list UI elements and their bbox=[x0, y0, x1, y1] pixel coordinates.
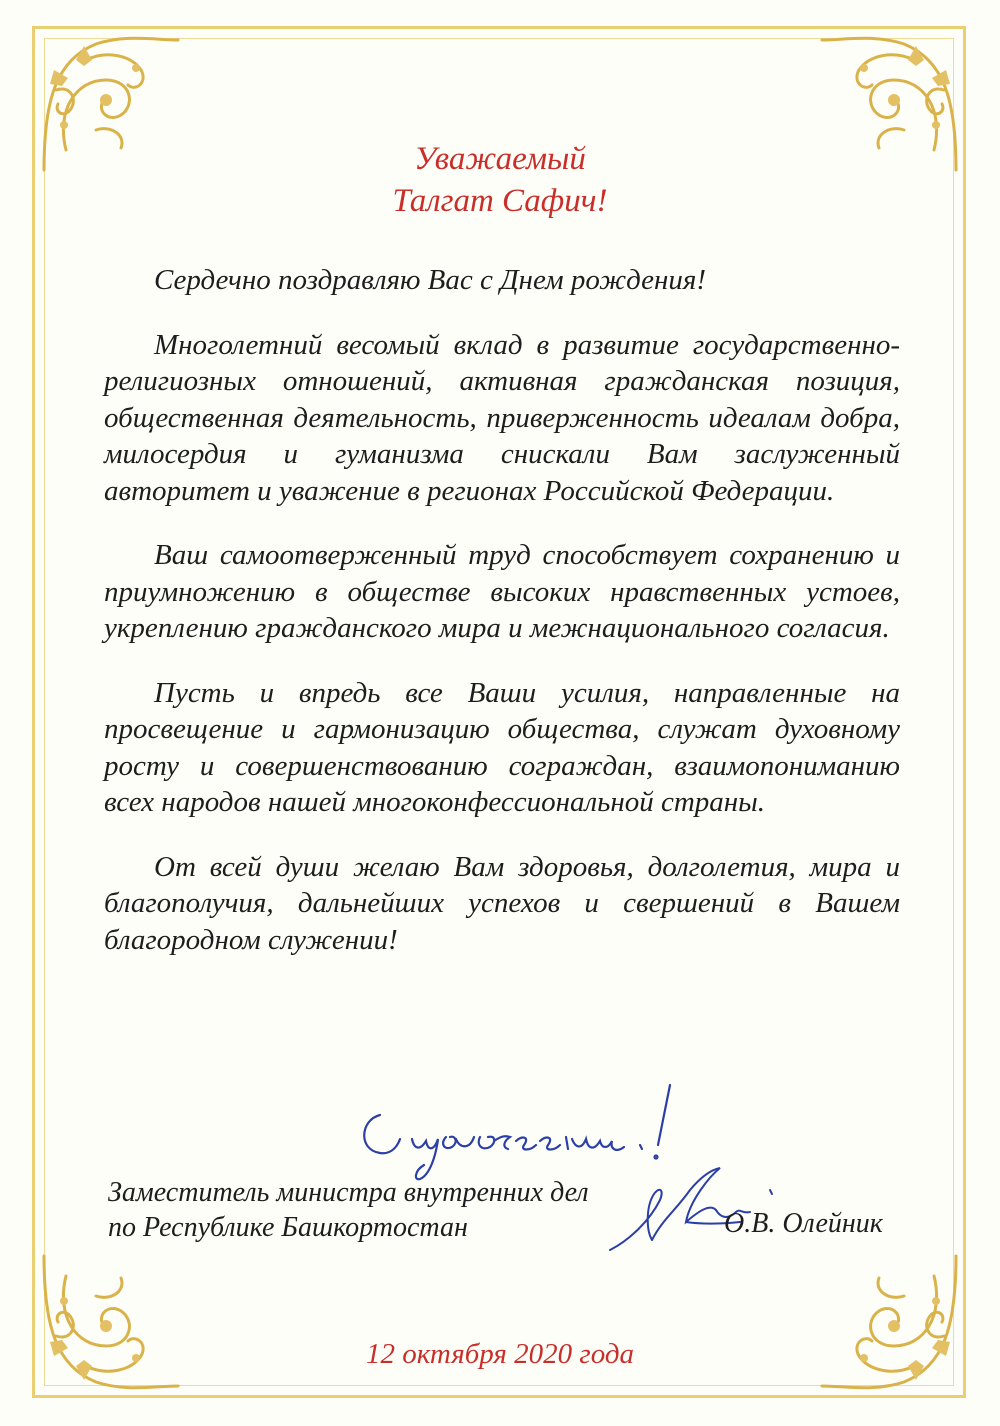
corner-ornament-icon bbox=[814, 1246, 964, 1396]
signer-region: по Республике Башкортостан bbox=[108, 1212, 468, 1243]
addressee-name: Талгат Сафич! bbox=[392, 183, 608, 219]
signer-title bbox=[108, 1175, 589, 1245]
greeting-line: Сердечно поздравляю Вас с Днем рождения! bbox=[154, 264, 707, 296]
signer-position: Заместитель министра внутренних дел bbox=[108, 1177, 589, 1208]
salutation-line: Уважаемый bbox=[414, 141, 586, 177]
letter-body bbox=[104, 262, 900, 958]
corner-ornament-icon bbox=[36, 1246, 186, 1396]
signature-scribble bbox=[590, 1150, 800, 1260]
body-paragraph: Пусть и впредь все Ваши усилия, направленные на просвещение и гармонизацию общества, служат духовному росту и совершенствованию сограждан, взаимопониманию всех народов нашей многоконфессиональной страны. bbox=[104, 676, 900, 818]
salutation bbox=[0, 138, 1000, 222]
body-paragraph: Многолетний весомый вклад в развитие государственно-религиозных отношений, активная гражданская позиция, общественная деятельность, приверженность идеалам добра, милосердия и гуманизма снискали Вам заслуженный авторитет и уважение в регионах Российской Федерации. bbox=[104, 328, 900, 507]
letter-date: 12 октября 2020 года bbox=[366, 1338, 634, 1370]
body-paragraph: От всей души желаю Вам здоровья, долголетия, мира и благополучия, дальнейших успехов и свершений в Вашем благородном служении! bbox=[104, 850, 900, 956]
signer-name: О.В. Олейник bbox=[724, 1208, 883, 1239]
body-paragraph: Ваш самоотверженный труд способствует сохранению и приумножению в обществе высоких нравственных устоев, укреплению гражданского мира и межнационального согласия. bbox=[104, 539, 900, 644]
